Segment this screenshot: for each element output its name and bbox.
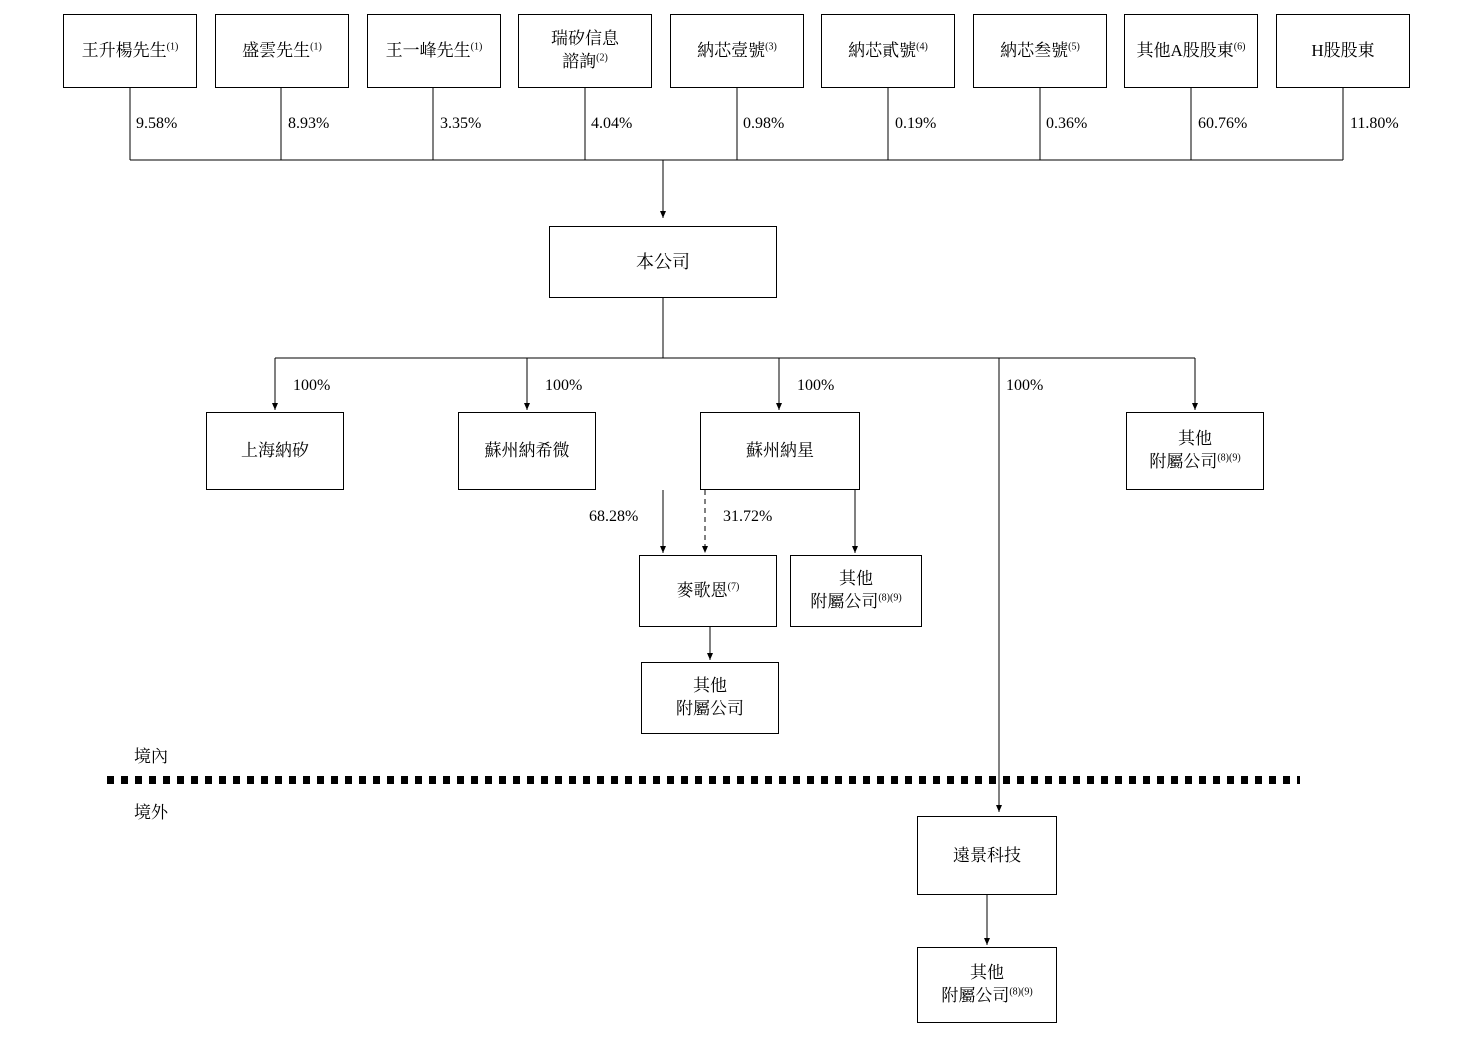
pct-shanghai-naxi: 100%: [293, 377, 331, 394]
shareholder-box-ruixi-info[interactable]: [518, 14, 652, 88]
subsidiary-box-suzhou-naxing[interactable]: [700, 412, 860, 490]
shareholder-label: H股股東: [1311, 41, 1375, 61]
shareholder-label: 納芯叁號$^{(5)}$: [1000, 41, 1080, 61]
pct-h-shares: 11.80%: [1350, 115, 1399, 132]
pct-other-a-shares: 60.76%: [1198, 115, 1248, 132]
pct-wang-shengyang: 9.58%: [136, 115, 178, 132]
footnote-marker: (8)(9): [1217, 452, 1241, 464]
subsidiary-label: 蘇州納希微: [484, 441, 570, 461]
footnote-marker: (1): [166, 41, 179, 53]
shareholder-label: 盛雲先生$^{(1)}$: [242, 41, 322, 61]
footnote-marker: (1): [310, 41, 322, 53]
subsidiary-label: 上海納矽: [241, 441, 309, 461]
shareholder-box-wang-shengyang[interactable]: [63, 14, 197, 88]
shareholder-box-h-shares[interactable]: [1276, 14, 1410, 88]
shareholder-box-wang-yifeng[interactable]: [367, 14, 501, 88]
pct-other-subsidiaries-offshore: 100%: [1006, 377, 1044, 394]
subsidiary-box-other-subsidiaries-right[interactable]: [1126, 412, 1264, 490]
subsidiary-box-other-subsidiaries-maigeen[interactable]: [641, 662, 779, 734]
boundary-label-outside: 境外: [134, 803, 168, 822]
footnote-marker: (2): [596, 52, 608, 64]
subsidiary-label: 蘇州納星: [746, 441, 814, 461]
subsidiary-box-suzhou-naxiwei[interactable]: [458, 412, 596, 490]
subsidiary-box-maigeen[interactable]: [639, 555, 777, 627]
shareholder-label: 納芯貳號$^{(4)}$: [848, 41, 928, 61]
footnote-marker: (8)(9): [1009, 986, 1033, 998]
pct-maigeen-direct: 68.28%: [589, 508, 639, 525]
shareholder-box-other-a-shares[interactable]: [1124, 14, 1258, 88]
footnote-marker: (4): [916, 41, 928, 53]
shareholder-label: 納芯壹號$^{(3)}$: [697, 41, 777, 61]
pct-ruixi-info: 4.04%: [591, 115, 633, 132]
subsidiary-box-shanghai-naxi[interactable]: [206, 412, 344, 490]
subsidiary-label: 其他 附屬公司$^{(8)(9)}$: [1149, 429, 1241, 471]
company-label: 本公司: [636, 251, 690, 272]
pct-wang-yifeng: 3.35%: [440, 115, 482, 132]
pct-suzhou-naxing: 100%: [797, 377, 835, 394]
boundary-label-inside: 境內: [134, 747, 168, 766]
pct-naxin-3: 0.36%: [1046, 115, 1088, 132]
offshore-label: 其他 附屬公司$^{(8)(9)}$: [941, 963, 1033, 1005]
shareholder-box-naxin-3[interactable]: [973, 14, 1107, 88]
shareholder-label: 王升楊先生$^{(1)}$: [81, 41, 179, 61]
offshore-box-yuanjing-tech[interactable]: [917, 816, 1057, 895]
shareholder-label: 其他A股股東$^{(6)}$: [1136, 41, 1246, 61]
offshore-box-other-subsidiaries[interactable]: [917, 947, 1057, 1023]
footnote-marker: (1): [470, 41, 483, 53]
pct-naxin-2: 0.19%: [895, 115, 937, 132]
shareholder-box-sheng-yun[interactable]: [215, 14, 349, 88]
footnote-marker: (5): [1068, 41, 1080, 53]
footnote-marker: (3): [765, 41, 777, 53]
footnote-marker: (6): [1233, 41, 1246, 53]
shareholder-label: 瑞矽信息 諮詢$^{(2)}$: [551, 29, 619, 71]
pct-sheng-yun: 8.93%: [288, 115, 330, 132]
offshore-label: 遠景科技: [953, 845, 1021, 865]
company-box[interactable]: [549, 226, 777, 298]
pct-maigeen-indirect: 31.72%: [723, 508, 773, 525]
shareholder-label: 王一峰先生$^{(1)}$: [385, 41, 483, 61]
pct-suzhou-naxiwei: 100%: [545, 377, 583, 394]
footnote-marker: (7): [727, 581, 740, 593]
shareholder-box-naxin-1[interactable]: [670, 14, 804, 88]
footnote-marker: (8)(9): [878, 592, 902, 604]
shareholder-box-naxin-2[interactable]: [821, 14, 955, 88]
pct-naxin-1: 0.98%: [743, 115, 785, 132]
subsidiary-label: 麥歌恩$^{(7)}$: [676, 581, 740, 601]
subsidiary-box-other-subsidiaries-naxing[interactable]: [790, 555, 922, 627]
subsidiary-label: 其他 附屬公司: [676, 676, 744, 718]
subsidiary-label: 其他 附屬公司$^{(8)(9)}$: [810, 569, 902, 611]
